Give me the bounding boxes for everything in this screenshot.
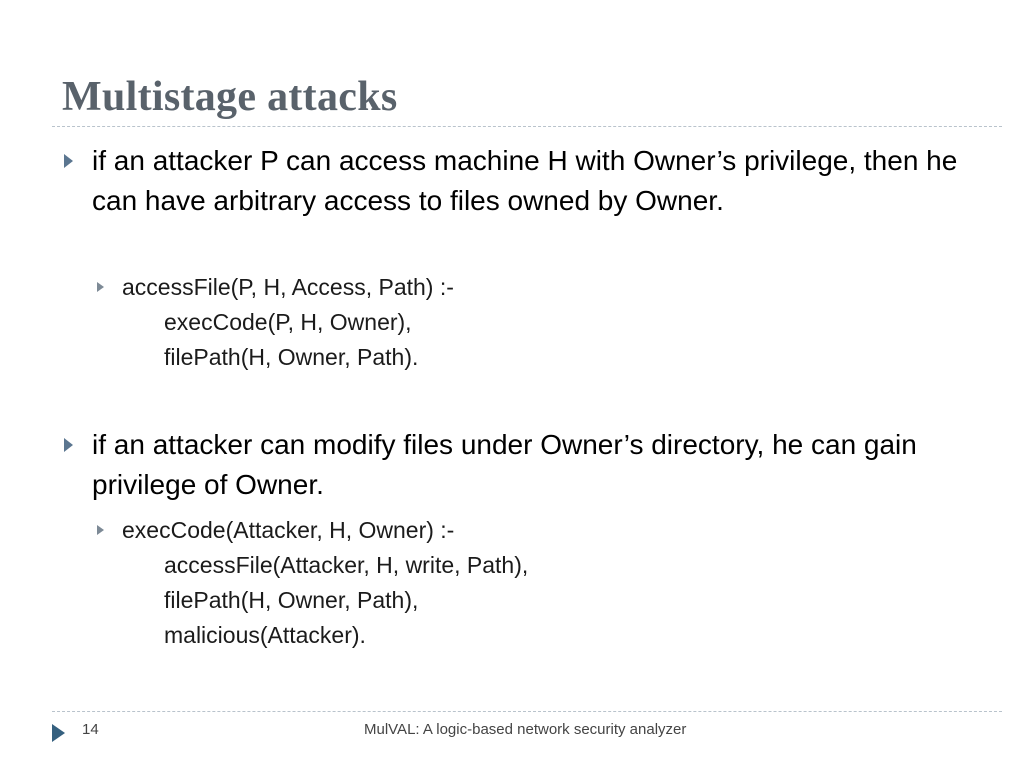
triangle-right-icon — [64, 154, 73, 168]
triangle-right-icon — [64, 438, 73, 452]
triangle-right-icon — [97, 525, 104, 535]
rule-body-line: filePath(H, Owner, Path). — [164, 344, 419, 370]
footer-divider — [52, 711, 1002, 712]
slide-title: Multistage attacks — [62, 74, 398, 120]
rule-body-line: malicious(Attacker). — [164, 622, 366, 648]
page-number: 14 — [82, 721, 99, 738]
rule-body-line: accessFile(Attacker, H, write, Path), — [164, 552, 529, 578]
rule-head: accessFile(P, H, Access, Path) :- — [122, 274, 454, 300]
triangle-right-icon — [52, 724, 65, 742]
bullet-item — [92, 141, 972, 221]
rule-body-line: filePath(H, Owner, Path), — [164, 587, 419, 613]
rule-head: execCode(Attacker, H, Owner) :- — [122, 517, 455, 543]
bullet-text: if an attacker P can access machine H with Owner’s privilege, then he can have arbitrary access to files owned by Owner. — [92, 145, 958, 216]
sub-bullet-item — [122, 513, 942, 653]
footer-text: MulVAL: A logic-based network security analyzer — [364, 721, 687, 738]
triangle-right-icon — [97, 282, 104, 292]
title-divider — [52, 126, 1002, 127]
rule-body-line: execCode(P, H, Owner), — [164, 309, 412, 335]
bullet-item — [92, 425, 972, 505]
bullet-text: if an attacker can modify files under Owner’s directory, he can gain privilege of Owner. — [92, 429, 917, 500]
sub-bullet-item — [122, 270, 942, 375]
